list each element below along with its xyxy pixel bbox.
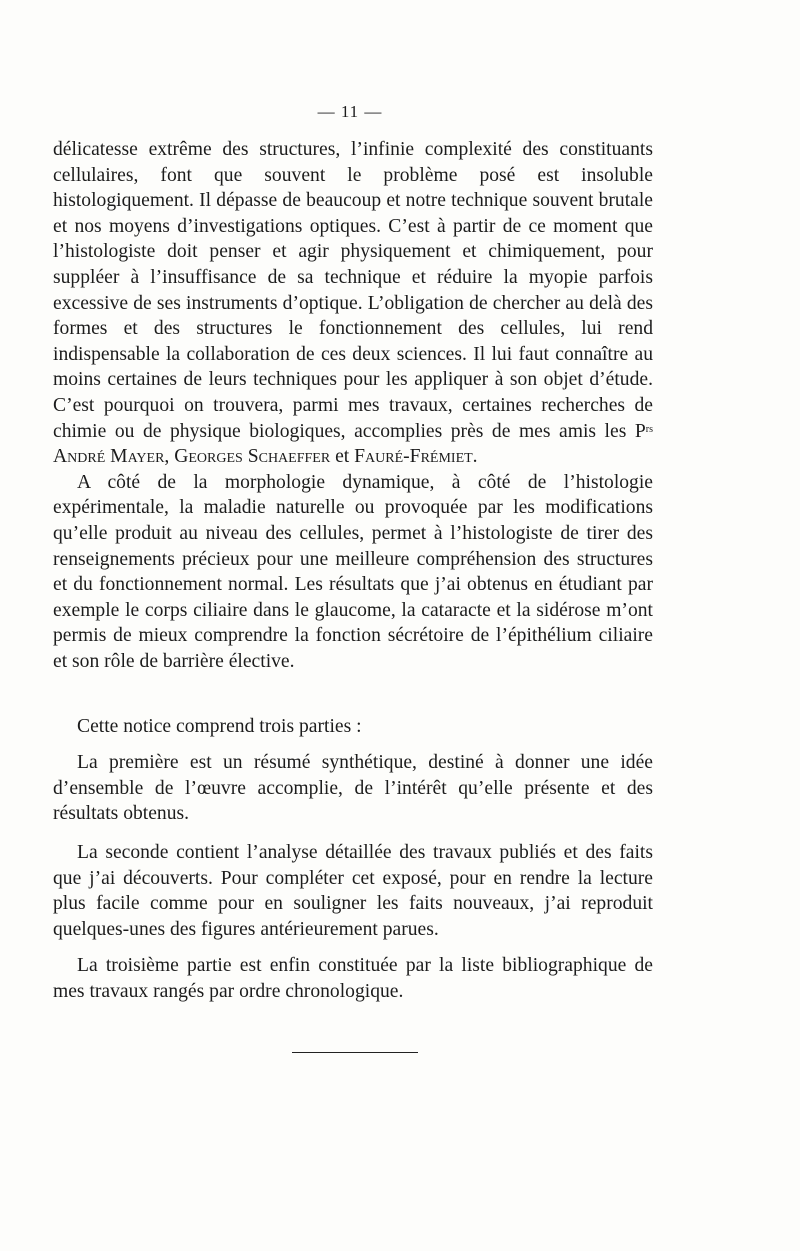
- section-divider-rule: [292, 1052, 418, 1053]
- professors-abbrev: $P^{rs}$: [634, 420, 653, 442]
- page-number: — 11 —: [317, 102, 383, 121]
- part-three-section: [53, 953, 653, 1004]
- paragraph-part-two: La seconde contient l’analyse détaillée des travaux publiés et des faits que j’ai découverts. Pour compléter cet exposé, pour en rendre la lecture plus facile comme pour en souligner les faits nouveaux, j’ai reproduit quelques-unes des figures antérieurement parues.: [53, 842, 653, 940]
- paragraph-collaboration: [53, 137, 653, 470]
- paragraph-part-one: La première est un résumé synthétique, destiné à donner une idée d’ensemble de l’œuvre accomplie, de l’intérêt qu’elle présente et des résultats obtenus.: [53, 752, 653, 825]
- paragraph-notice-intro: Cette notice comprend trois parties :: [77, 716, 362, 737]
- paragraph-pathology: A côté de la morphologie dynamique, à côté de l’histologie expérimentale, la maladie naturelle ou provoquée par les modifications qu’elle produit au niveau des cellules, permet à l’histologiste de tirer des renseignements précieux pour une meilleure compréhension des structures et du fonctionnement normal. Les résultats que j’ai obtenus en étudiant par exemple le corps ciliaire dans le glaucome, la cataracte et la sidérose m’ont permis de mieux comprendre la fonction sécrétoire de l’épithélium ciliaire et son rôle de barrière élective.: [53, 471, 653, 672]
- notice-intro-section: [53, 714, 653, 740]
- name-faure-fremiet: Fauré-Frémiet.: [354, 446, 478, 468]
- paragraph-part-three: La troisième partie est enfin constituée par la liste bibliographique de mes travaux rangés par ordre chronologique.: [53, 955, 653, 1002]
- body-text-section: [53, 137, 653, 674]
- conjunction-et: et: [335, 446, 350, 468]
- part-two-section: [53, 840, 653, 942]
- paragraph-collaboration-text: délicatesse extrême des structures, l’infinie complexité des constituants cellulaires, font que souvent le problème posé est insoluble histologiquement. Il dépasse de beaucoup et notre technique souvent brutale et nos moyens d’investigations optiques. C’est à partir de ce moment que l’histologiste doit penser et agir physiquement et chimiquement, pour suppléer à l’insuffisance de sa technique et réduire la myopie parfois excessive de ses instruments d’optique. L’obligation de chercher au delà des formes et des structures le fonctionnement des cellules, lui rend indispensable la collaboration de ces deux sciences. Il lui faut connaître au moins certaines de leurs techniques pour les appliquer à son objet d’étude. C’est pourquoi on trouvera, parmi mes travaux, certaines recherches de chimie ou de physique biologiques, accomplies près de mes amis les: [53, 139, 653, 442]
- name-andre-mayer: André Mayer,: [53, 446, 170, 468]
- professors-abbrev-sup: rs: [645, 423, 653, 435]
- name-georges-schaeffer: Georges Schaeffer: [174, 446, 331, 468]
- part-one-section: [53, 750, 653, 827]
